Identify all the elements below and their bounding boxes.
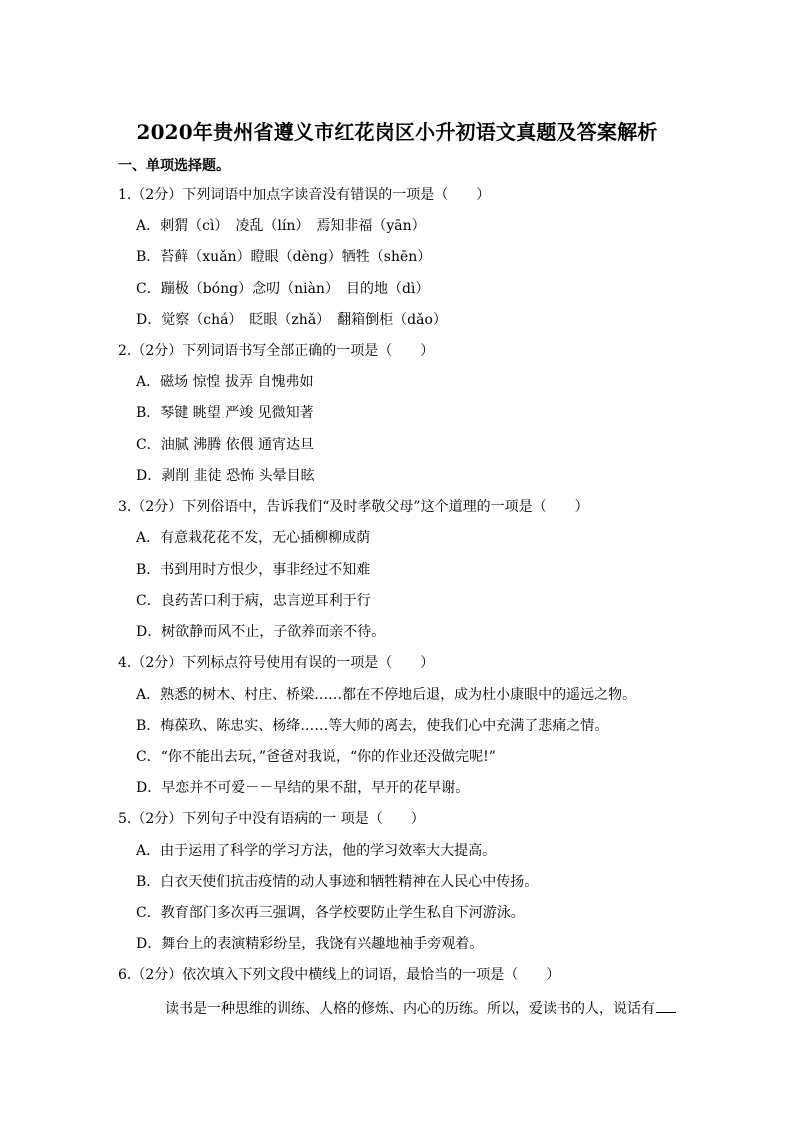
document-title: 2020年贵州省遵义市红花岗区小升初语文真题及答案解析: [136, 120, 658, 144]
question-5-option-a: A．由于运用了科学的学习方法，他的学习效率大大提高。: [136, 843, 497, 859]
question-6-stem: 6.（2分）依次填入下列文段中横线上的词语，最恰当的一项是（ ）: [118, 967, 561, 983]
question-2-stem: 2.（2分）下列词语书写全部正确的一项是（ ）: [118, 343, 435, 359]
question-3-option-d: D．树欲静而风不止，子欲养而亲不待。: [136, 624, 386, 640]
question-4-option-a: A．熟悉的树木、村庄、桥梁……都在不停地后退，成为杜小康眼中的遥远之物。: [136, 687, 637, 703]
question-3-option-c: C．良药苦口利于病，忠言逆耳利于行: [136, 593, 371, 609]
section-heading: 一、单项选择题。: [118, 158, 230, 174]
question-5-option-b: B．白衣天使们抗击疫情的动人事迹和牺牲精神在人民心中传扬。: [136, 874, 539, 890]
question-3-option-b: B．书到用时方恨少，事非经过不知难: [136, 562, 371, 578]
question-2-option-b: B．琴键 眺望 严竣 见微知著: [136, 405, 314, 421]
question-4-option-c: C．“你不能出去玩，”爸爸对我说，“你的作业还没做完呢!”: [136, 749, 496, 765]
question-1-option-c: C．蹦极（bóng）念叨（niàn） 目的地（dì）: [136, 281, 430, 297]
question-2-option-a: A．磁场 惊惶 拔弄 自愧弗如: [136, 374, 314, 390]
question-4-option-d: D．早恋并不可爱－－早结的果不甜，早开的花早谢。: [136, 780, 470, 796]
question-1-option-a: A．刺猬（cì） 凌乱（lín） 焉知非福（yān）: [136, 218, 426, 234]
question-4-option-b: B．梅葆玖、陈忠实、杨绛……等大师的离去，使我们心中充满了悲痛之情。: [136, 718, 609, 734]
question-1-option-d: D．觉察（chá） 眨眼（zhǎ） 翻箱倒柜（dǎo）: [136, 312, 447, 328]
fill-blank: [656, 998, 676, 1013]
question-5-option-d: D．舞台上的表演精彩纷呈，我饶有兴趣地袖手旁观着。: [136, 936, 484, 952]
question-3-stem: 3.（2分）下列俗语中，告诉我们“及时孝敬父母”这个道理的一项是（ ）: [118, 499, 589, 515]
question-2-option-d: D．剥削 韭徒 恐怖 头晕目眩: [136, 468, 315, 484]
passage-text: 读书是一种思维的训练、人格的修炼、内心的历练。所以，爱读书的人，说话有: [165, 1001, 655, 1017]
question-1-stem: 1.（2分）下列词语中加点字读音没有错误的一项是（ ）: [118, 187, 491, 203]
question-1-option-b: B．苔藓（xuǎn）瞪眼（dèng）牺牲（shēn）: [136, 249, 432, 265]
question-5-stem: 5.（2分）下列句子中没有语病的一 项是（ ）: [118, 811, 425, 827]
question-2-option-c: C．油腻 沸腾 依偎 通宵达旦: [136, 437, 315, 453]
question-3-option-a: A．有意栽花花不发，无心插柳柳成荫: [136, 530, 371, 546]
question-5-option-c: C．教育部门多次再三强调，各学校要防止学生私自下河游泳。: [136, 905, 525, 921]
question-4-stem: 4.（2分）下列标点符号使用有误的一项是（ ）: [118, 655, 435, 671]
passage-line: [165, 998, 676, 1018]
